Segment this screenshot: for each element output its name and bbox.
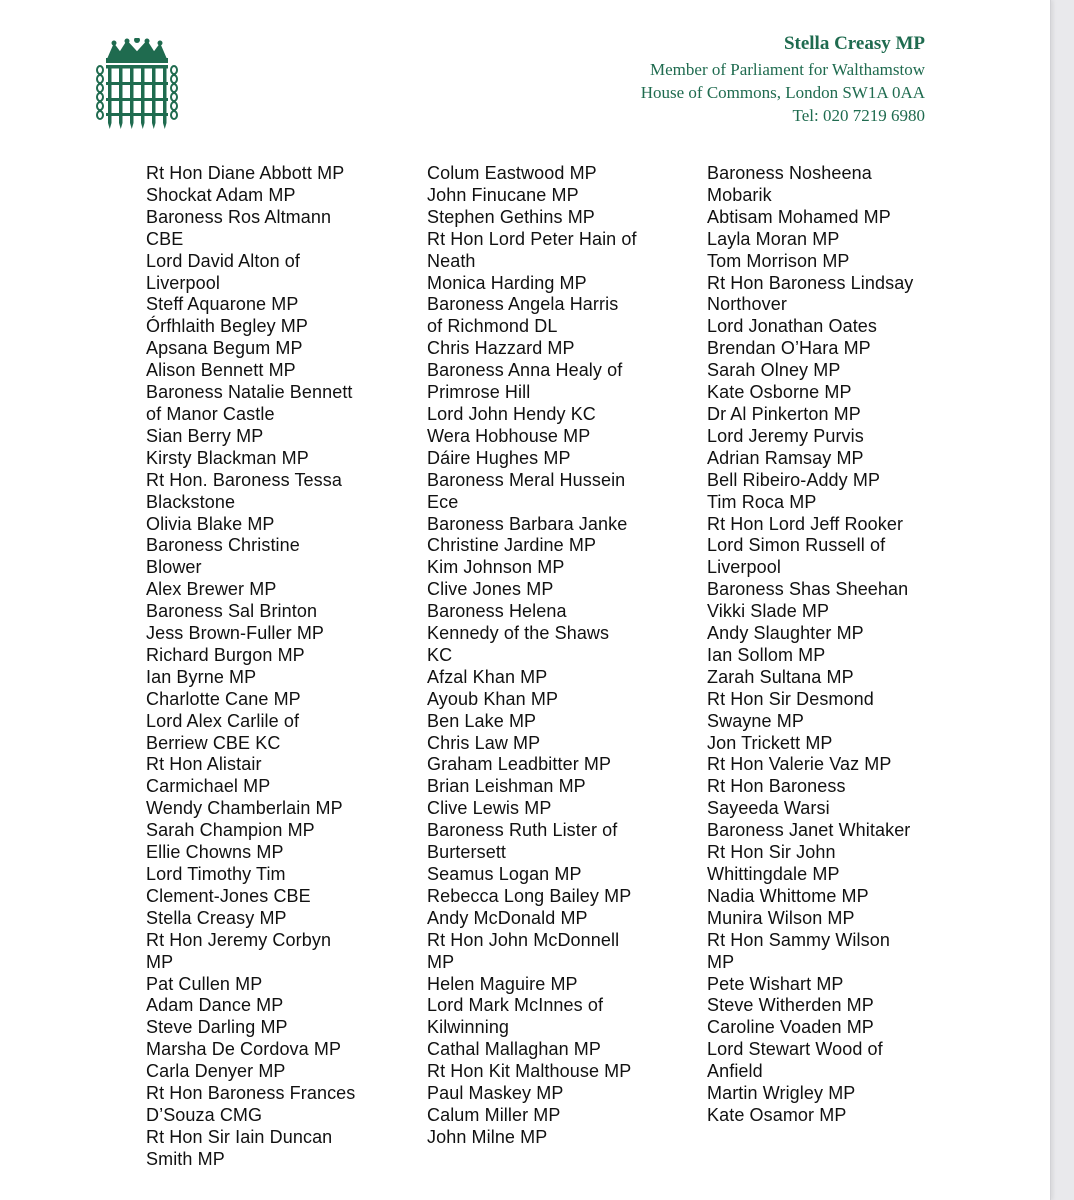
signatory-line: Jess Brown-Fuller MP (146, 623, 325, 644)
signatory-line: of Richmond DL (427, 316, 558, 337)
portcullis-icon (94, 38, 180, 130)
signatory-line: Rt Hon Lord Peter Hain of (427, 228, 637, 249)
signatory-line: Jon Trickett MP (707, 732, 833, 753)
signatory-line: Kate Osborne MP (707, 382, 852, 403)
signatory-line: Mobarik (707, 184, 772, 205)
signatory-line: Shockat Adam MP (146, 184, 296, 205)
signatory-line: Stephen Gethins MP (427, 206, 595, 227)
signatory-line: Baroness Ruth Lister of (427, 820, 618, 841)
signatory-line: Clement-Jones CBE (146, 885, 311, 906)
signatory-line: D’Souza CMG (146, 1104, 263, 1125)
signatory-line: Steve Darling MP (146, 1017, 288, 1038)
signatory-line: Vikki Slade MP (707, 601, 830, 622)
signatory-line: Tom Morrison MP (707, 250, 850, 271)
signatory-line: Baroness Shas Sheehan (707, 579, 909, 600)
signatory-line: Calum Miller MP (427, 1104, 561, 1125)
signatory-line: Zarah Sultana MP (707, 666, 854, 687)
signatory-line: Baroness Anna Healy of (427, 360, 623, 381)
signatory-line: Berriew CBE KC (146, 732, 281, 753)
signatory-line: Rt Hon Baroness (707, 776, 846, 797)
signatory-line: Ece (427, 491, 459, 512)
signatory-line: Steff Aquarone MP (146, 294, 299, 315)
signatory-line: Nadia Whittome MP (707, 885, 869, 906)
signatory-line: Lord David Alton of (146, 250, 300, 271)
signatory-line: Sian Berry MP (146, 425, 264, 446)
signatory-line: Ayoub Khan MP (427, 688, 559, 709)
signatory-line: Chris Law MP (427, 732, 541, 753)
signatory-line: Rt Hon Valerie Vaz MP (707, 754, 892, 775)
signatory-line: Apsana Begum MP (146, 338, 303, 359)
signatory-line: Rebecca Long Bailey MP (427, 885, 632, 906)
signatory-line: Dáire Hughes MP (427, 447, 571, 468)
signatory-line: Sarah Olney MP (707, 360, 841, 381)
signatory-line: Ian Byrne MP (146, 666, 257, 687)
signatory-line: Rt Hon John McDonnell (427, 929, 620, 950)
signatory-line: Clive Lewis MP (427, 798, 552, 819)
signatory-line: Baroness Nosheena (707, 163, 872, 183)
signatory-line: Kennedy of the Shaws (427, 623, 610, 644)
signatory-line: Lord Alex Carlile of (146, 710, 300, 731)
signatory-line: MP (427, 951, 455, 972)
signatory-line: Sarah Champion MP (146, 820, 315, 841)
signatory-line: Kate Osamor MP (707, 1104, 847, 1125)
signatory-line: Swayne MP (707, 710, 804, 731)
signatory-line: Lord Stewart Wood of (707, 1039, 883, 1060)
signatory-line: Rt Hon. Baroness Tessa (146, 469, 342, 490)
letterhead (641, 32, 925, 127)
signatory-line: Cathal Mallaghan MP (427, 1039, 601, 1060)
signatory-line: Primrose Hill (427, 382, 531, 403)
signatory-line: Adam Dance MP (146, 995, 284, 1016)
signatory-line: Blower (146, 557, 202, 578)
signatory-line: Munira Wilson MP (707, 907, 855, 928)
signatory-line: Burtersett (427, 842, 507, 863)
signatory-line: Seamus Logan MP (427, 864, 582, 884)
signatory-line: Bell Ribeiro-Addy MP (707, 469, 881, 490)
signatory-line: Baroness Barbara Janke (427, 513, 628, 534)
signatory-line: Ben Lake MP (427, 710, 537, 731)
signatory-line: Ian Sollom MP (707, 644, 826, 665)
signatories-column-2 (427, 163, 697, 1149)
signatory-line: Martin Wrigley MP (707, 1083, 856, 1104)
signatory-line: Carmichael MP (146, 776, 271, 797)
signatory-line: Pat Cullen MP (146, 973, 263, 994)
signatory-line: Steve Witherden MP (707, 995, 874, 1016)
signatory-line: Christine Jardine MP (427, 535, 597, 556)
signatory-line: Andy Slaughter MP (707, 623, 864, 644)
signatory-line: Rt Hon Sir Iain Duncan (146, 1126, 333, 1147)
signatory-line: Afzal Khan MP (427, 666, 548, 687)
signatories-column-3 (707, 163, 977, 1127)
signatory-line: Rt Hon Diane Abbott MP (146, 163, 345, 183)
mp-name: Stella Creasy MP (783, 33, 925, 54)
signatory-line: Helen Maguire MP (427, 973, 578, 994)
signatory-line: Baroness Janet Whitaker (707, 820, 911, 841)
telephone-line: Tel: 020 7219 6980 (792, 106, 925, 125)
signatory-line: Baroness Christine (146, 535, 300, 556)
signatory-line: Blackstone (146, 491, 236, 512)
signatory-line: Adrian Ramsay MP (707, 447, 864, 468)
signatory-line: Lord Timothy Tim (146, 864, 286, 884)
signatory-line: Clive Jones MP (427, 579, 554, 600)
signatory-line: Tim Roca MP (707, 491, 817, 512)
signatory-line: Smith MP (146, 1148, 225, 1169)
signatory-line: Sayeeda Warsi (707, 798, 830, 819)
signatory-line: Liverpool (146, 272, 220, 293)
signatory-line: Northover (707, 294, 787, 315)
signatory-line: Órfhlaith Begley MP (146, 316, 308, 337)
signatory-line: Anfield (707, 1061, 763, 1082)
signatory-line: Neath (427, 250, 476, 271)
signatory-line: Rt Hon Sir Desmond (707, 688, 874, 709)
signatory-line: Rt Hon Baroness Lindsay (707, 272, 914, 293)
signatory-line: Richard Burgon MP (146, 644, 305, 665)
signatory-line: Carla Denyer MP (146, 1061, 286, 1082)
signatory-line: Andy McDonald MP (427, 907, 588, 928)
signatory-line: Rt Hon Sammy Wilson (707, 929, 890, 950)
signatory-line: Caroline Voaden MP (707, 1017, 874, 1038)
signatory-line: Rt Hon Lord Jeff Rooker (707, 513, 904, 534)
signatory-line: Lord Mark McInnes of (427, 995, 604, 1016)
signatory-line: Stella Creasy MP (146, 907, 287, 928)
signatory-line: MP (146, 951, 174, 972)
signatory-line: Pete Wishart MP (707, 973, 844, 994)
signatory-line: Baroness Helena (427, 601, 567, 622)
signatory-line: Marsha De Cordova MP (146, 1039, 342, 1060)
signatory-line: Brendan O’Hara MP (707, 338, 871, 359)
signatory-line: Wendy Chamberlain MP (146, 798, 343, 819)
signatory-line: Baroness Meral Hussein (427, 469, 626, 490)
signatory-line: Graham Leadbitter MP (427, 754, 612, 775)
signatory-line: Alison Bennett MP (146, 360, 296, 381)
signatory-line: Rt Hon Kit Malthouse MP (427, 1061, 632, 1082)
signatory-line: Charlotte Cane MP (146, 688, 301, 709)
signatory-line: Colum Eastwood MP (427, 163, 597, 183)
signatory-line: Kirsty Blackman MP (146, 447, 309, 468)
signatory-line: Ellie Chowns MP (146, 842, 284, 863)
signatory-line: Kim Johnson MP (427, 557, 565, 578)
signatory-line: Rt Hon Sir John (707, 842, 836, 863)
signatory-line: Liverpool (707, 557, 781, 578)
signatory-line: Olivia Blake MP (146, 513, 275, 534)
address-line: House of Commons, London SW1A 0AA (640, 83, 925, 102)
signatory-line: MP (707, 951, 735, 972)
signatory-line: Lord Simon Russell of (707, 535, 886, 556)
signatory-line: of Manor Castle (146, 403, 275, 424)
signatory-line: Dr Al Pinkerton MP (707, 403, 861, 424)
signatory-line: John Milne MP (427, 1126, 548, 1147)
signatory-line: Chris Hazzard MP (427, 338, 575, 359)
signatory-line: Lord Jonathan Oates (707, 316, 878, 337)
signatory-line: Wera Hobhouse MP (427, 425, 591, 446)
signatory-line: Lord John Hendy KC (427, 403, 596, 424)
signatory-line: Rt Hon Jeremy Corbyn (146, 929, 332, 950)
signatory-line: KC (427, 644, 453, 665)
signatory-line: John Finucane MP (427, 184, 579, 205)
signatory-line: Baroness Natalie Bennett (146, 382, 353, 403)
signatory-line: Abtisam Mohamed MP (707, 206, 891, 227)
signatory-line: Whittingdale MP (707, 864, 840, 884)
signatory-line: Alex Brewer MP (146, 579, 277, 600)
signatory-line: Brian Leishman MP (427, 776, 586, 797)
constituency-line: Member of Parliament for Walthamstow (650, 60, 925, 79)
signatory-line: Lord Jeremy Purvis (707, 425, 864, 446)
signatory-line: Baroness Ros Altmann (146, 206, 332, 227)
signatory-line: Rt Hon Baroness Frances (146, 1083, 356, 1104)
signatory-line: Monica Harding MP (427, 272, 587, 293)
signatory-line: Rt Hon Alistair (146, 754, 262, 775)
signatory-line: Layla Moran MP (707, 228, 840, 249)
signatory-line: Baroness Angela Harris (427, 294, 619, 315)
signatory-line: Kilwinning (427, 1017, 510, 1038)
signatory-line: Baroness Sal Brinton (146, 601, 318, 622)
signatory-line: CBE (146, 228, 184, 249)
signatory-line: Paul Maskey MP (427, 1083, 564, 1104)
signatories-column-1 (146, 163, 416, 1171)
